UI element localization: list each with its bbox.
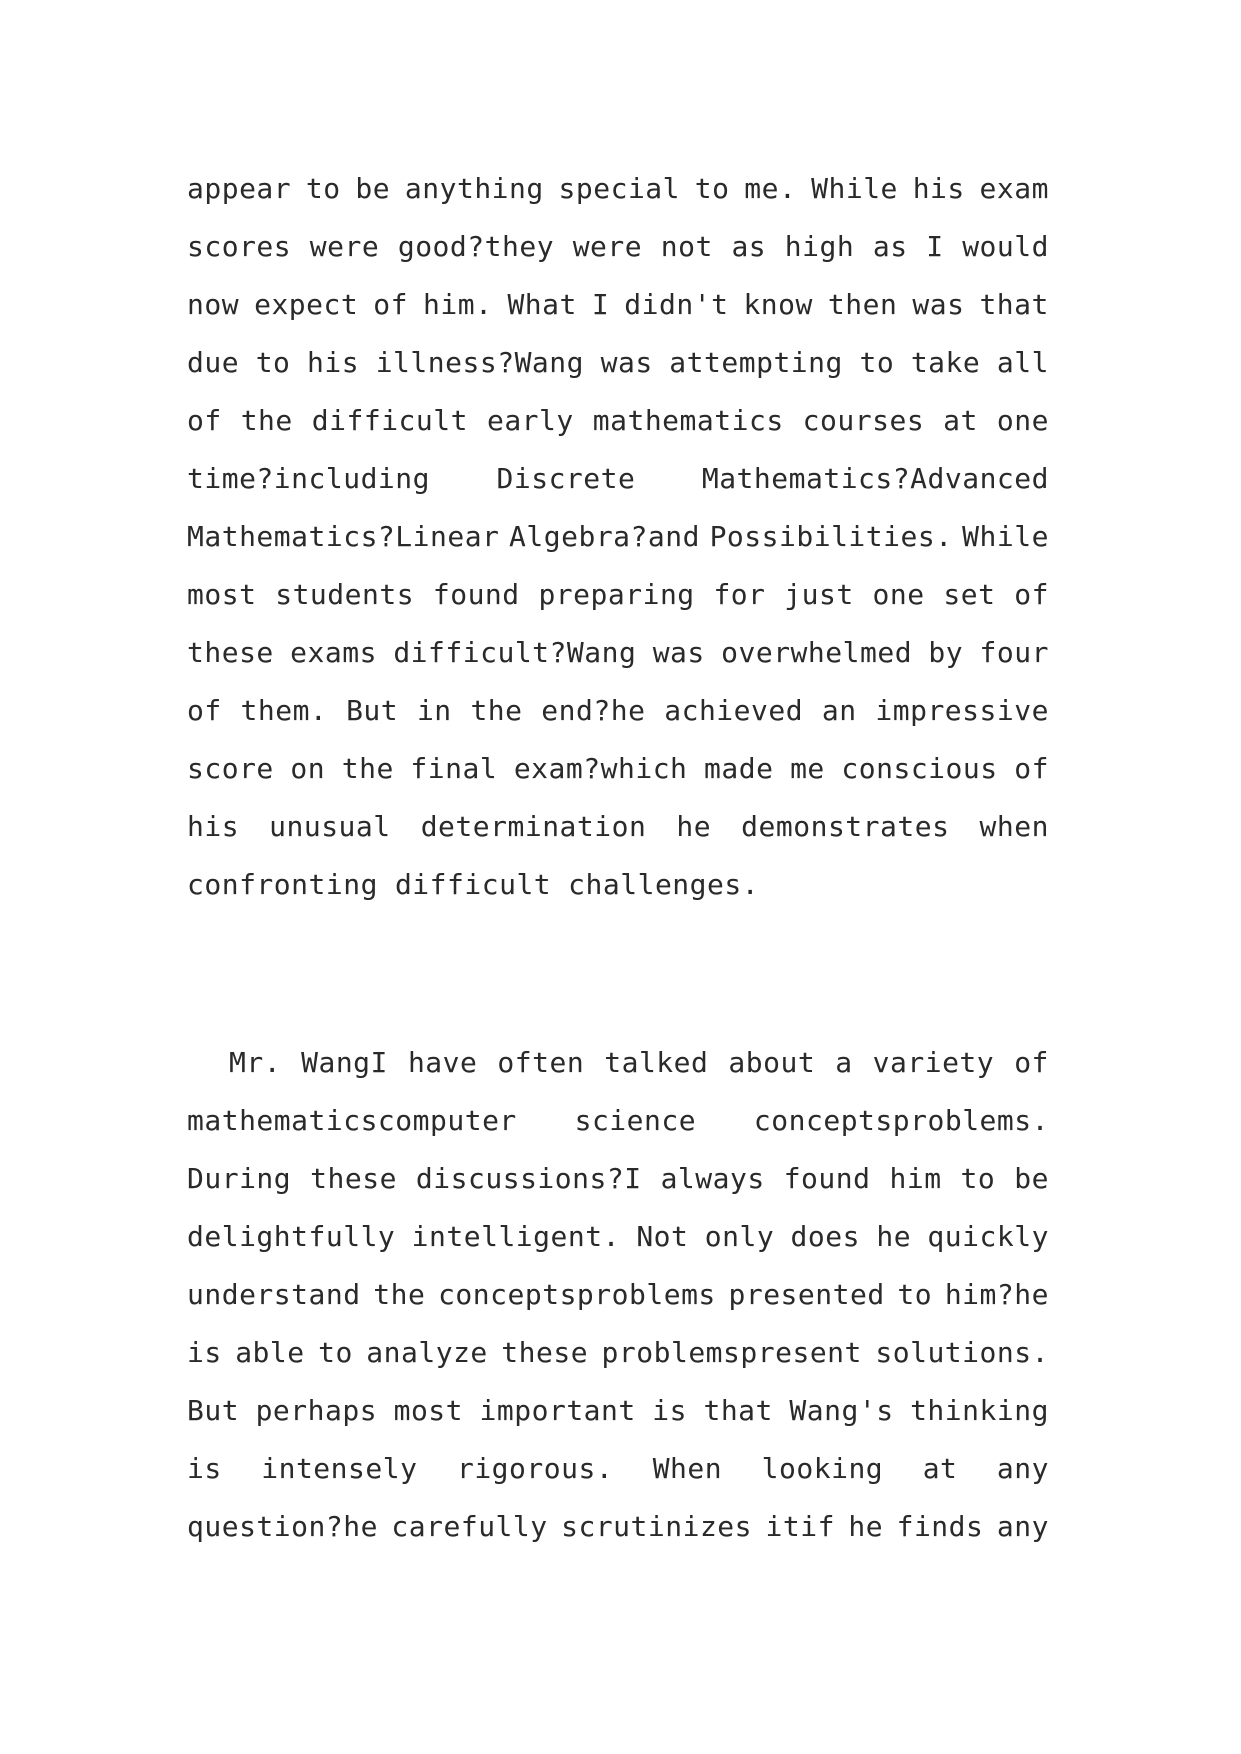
text-line [187, 160, 1049, 218]
word: found [783, 1162, 871, 1195]
word: him [889, 1162, 942, 1195]
word: to [318, 1336, 353, 1369]
word: understand [187, 1278, 361, 1311]
word: does [790, 1220, 860, 1253]
word: intensely [261, 1452, 418, 1485]
word: he [676, 810, 712, 843]
paragraph-2 [187, 1034, 1049, 1556]
word: confronting [187, 868, 378, 901]
word: was [600, 346, 653, 379]
word: determination [420, 810, 647, 843]
word: analyze [366, 1336, 488, 1369]
word: appear [187, 172, 292, 205]
word: him?he [944, 1278, 1049, 1311]
word: the [470, 694, 523, 727]
text-line [187, 856, 1049, 914]
word: important [479, 1394, 636, 1427]
word: is [652, 1394, 687, 1427]
word: good?they [397, 230, 555, 263]
word: then [827, 288, 898, 321]
text-line [187, 1034, 1049, 1092]
word: Possibilities. [709, 520, 953, 553]
word: carefully [391, 1510, 548, 1543]
text-line [187, 1440, 1049, 1498]
word: to [305, 172, 341, 205]
word: science [574, 1104, 697, 1137]
text-line [187, 798, 1049, 856]
word: Wang's [789, 1394, 894, 1427]
word: mathematicscomputer [187, 1104, 517, 1137]
text-line [187, 1092, 1049, 1150]
word: problemspresent [601, 1336, 862, 1369]
word: students [275, 578, 415, 611]
paragraph-1 [187, 160, 1049, 914]
word: final [410, 752, 498, 785]
word: of [1014, 752, 1049, 785]
word: impressive [875, 694, 1049, 727]
word: were [309, 230, 380, 263]
word: time?including [187, 462, 431, 495]
word: courses [802, 404, 925, 437]
word: his [187, 810, 240, 843]
word: be [1014, 1162, 1049, 1195]
word: most [393, 1394, 464, 1427]
word: early [486, 404, 574, 437]
word: set [943, 578, 996, 611]
word: he [848, 1510, 884, 1543]
word: able [235, 1336, 305, 1369]
word: I [591, 288, 610, 321]
word: illness?Wang [375, 346, 584, 379]
text-line [187, 740, 1049, 798]
word: the [373, 1278, 426, 1311]
word: Mathematics?Linear [187, 520, 500, 553]
word: often [497, 1046, 585, 1079]
word: But [346, 694, 399, 727]
word: exam?which [513, 752, 688, 785]
word: attempting [669, 346, 843, 379]
word: conscious [841, 752, 998, 785]
word: overwhelmed [721, 636, 913, 669]
word: preparing [538, 578, 695, 611]
word: by [928, 636, 964, 669]
word: an [821, 694, 857, 727]
text-line [187, 392, 1049, 450]
word: that [703, 1394, 773, 1427]
word: mathematics [592, 404, 784, 437]
word: all [996, 346, 1049, 379]
word: anything [404, 172, 544, 205]
word: to [960, 1162, 996, 1195]
word: the [240, 404, 293, 437]
word: quickly [927, 1220, 1049, 1253]
word: to [255, 346, 291, 379]
word: solutions. [875, 1336, 1049, 1369]
word: delightfully [187, 1220, 396, 1253]
word: now [187, 288, 240, 321]
word: is [187, 1452, 222, 1485]
word: was [652, 636, 705, 669]
word: his [912, 172, 965, 205]
word: of [1014, 1046, 1049, 1079]
word: Not [636, 1220, 689, 1253]
word: Mr. [229, 1046, 282, 1079]
word: his [307, 346, 360, 379]
word: special [558, 172, 681, 205]
word: him. [423, 288, 493, 321]
word: that [979, 288, 1049, 321]
text-line [187, 1498, 1049, 1556]
text-line [187, 1324, 1049, 1382]
word: not [660, 230, 713, 263]
text-line [187, 334, 1049, 392]
word: thinking [910, 1394, 1049, 1427]
word: finds [896, 1510, 984, 1543]
word: presented [728, 1278, 885, 1311]
word: difficult [311, 404, 468, 437]
word: were [572, 230, 643, 263]
word: one [872, 578, 925, 611]
word: these [310, 1162, 397, 1195]
text-line [187, 1208, 1049, 1266]
word: But [187, 1394, 240, 1427]
word: just [784, 578, 854, 611]
word: difficult [394, 868, 552, 901]
word: to [694, 172, 730, 205]
word: intelligent. [411, 1220, 620, 1253]
word: the [341, 752, 394, 785]
text-line [187, 1266, 1049, 1324]
word: Discrete [496, 462, 636, 495]
word: didn't [624, 288, 729, 321]
word: discussions?I [415, 1162, 642, 1195]
word: always [660, 1162, 765, 1195]
word: When [652, 1452, 723, 1485]
word: in [416, 694, 452, 727]
word: about [728, 1046, 816, 1079]
word: rigorous. [456, 1452, 614, 1485]
word: these [187, 636, 274, 669]
word: he [876, 1220, 912, 1253]
word: scores [187, 230, 292, 263]
word: at [922, 1452, 958, 1485]
word: While [962, 520, 1049, 553]
word: one [996, 404, 1049, 437]
word: question?he [187, 1510, 378, 1543]
word: itif [765, 1510, 835, 1543]
word: would [962, 230, 1049, 263]
word: on [290, 752, 326, 785]
text-line [187, 682, 1049, 740]
word: have [407, 1046, 478, 1079]
word: is [187, 1336, 222, 1369]
word: was [912, 288, 965, 321]
word: challenges. [568, 868, 760, 901]
word: most [187, 578, 257, 611]
word: expect [254, 288, 359, 321]
word: any [996, 1452, 1049, 1485]
word: to [897, 1278, 933, 1311]
word: me [790, 752, 825, 785]
word: score [187, 752, 274, 785]
word: Mathematics?Advanced [701, 462, 1049, 495]
word: be [355, 172, 391, 205]
word: take [910, 346, 981, 379]
word: achieved [664, 694, 804, 727]
word: any [996, 1510, 1049, 1543]
word: as [872, 230, 908, 263]
word: variety [872, 1046, 995, 1079]
text-line [187, 450, 1049, 508]
text-line [187, 218, 1049, 276]
word: scrutinizes [561, 1510, 753, 1543]
word: for [713, 578, 766, 611]
word: of [187, 404, 222, 437]
word: perhaps [255, 1394, 378, 1427]
word: talked [604, 1046, 709, 1079]
word: of [187, 694, 222, 727]
word: What [507, 288, 577, 321]
word: Algebra?and [509, 520, 700, 553]
word: found [432, 578, 520, 611]
word: four [979, 636, 1049, 669]
text-line [187, 624, 1049, 682]
word: when [979, 810, 1049, 843]
word: them. [240, 694, 328, 727]
word: of [1014, 578, 1049, 611]
word: made [704, 752, 774, 785]
word: to [859, 346, 895, 379]
word: due [187, 346, 240, 379]
word: While [811, 172, 898, 205]
word: as [731, 230, 767, 263]
word: at [943, 404, 978, 437]
word: know [743, 288, 813, 321]
word: a [835, 1046, 853, 1079]
word: exams [290, 636, 377, 669]
word: looking [761, 1452, 884, 1485]
text-line [187, 566, 1049, 624]
word: only [704, 1220, 775, 1253]
word: conceptsproblems [438, 1278, 716, 1311]
word: difficult?Wang [393, 636, 637, 669]
word: conceptsproblems. [753, 1104, 1049, 1137]
word: of [373, 288, 408, 321]
text-line [187, 1382, 1049, 1440]
word: high [784, 230, 855, 263]
word: unusual [269, 810, 391, 843]
word: me. [744, 172, 797, 205]
word: During [187, 1162, 292, 1195]
word: demonstrates [741, 810, 950, 843]
word: WangI [301, 1046, 388, 1079]
word: I [926, 230, 944, 263]
text-line [187, 1150, 1049, 1208]
text-line [187, 508, 1049, 566]
word: exam [979, 172, 1049, 205]
text-line [187, 276, 1049, 334]
word: these [501, 1336, 589, 1369]
word: end?he [541, 694, 646, 727]
